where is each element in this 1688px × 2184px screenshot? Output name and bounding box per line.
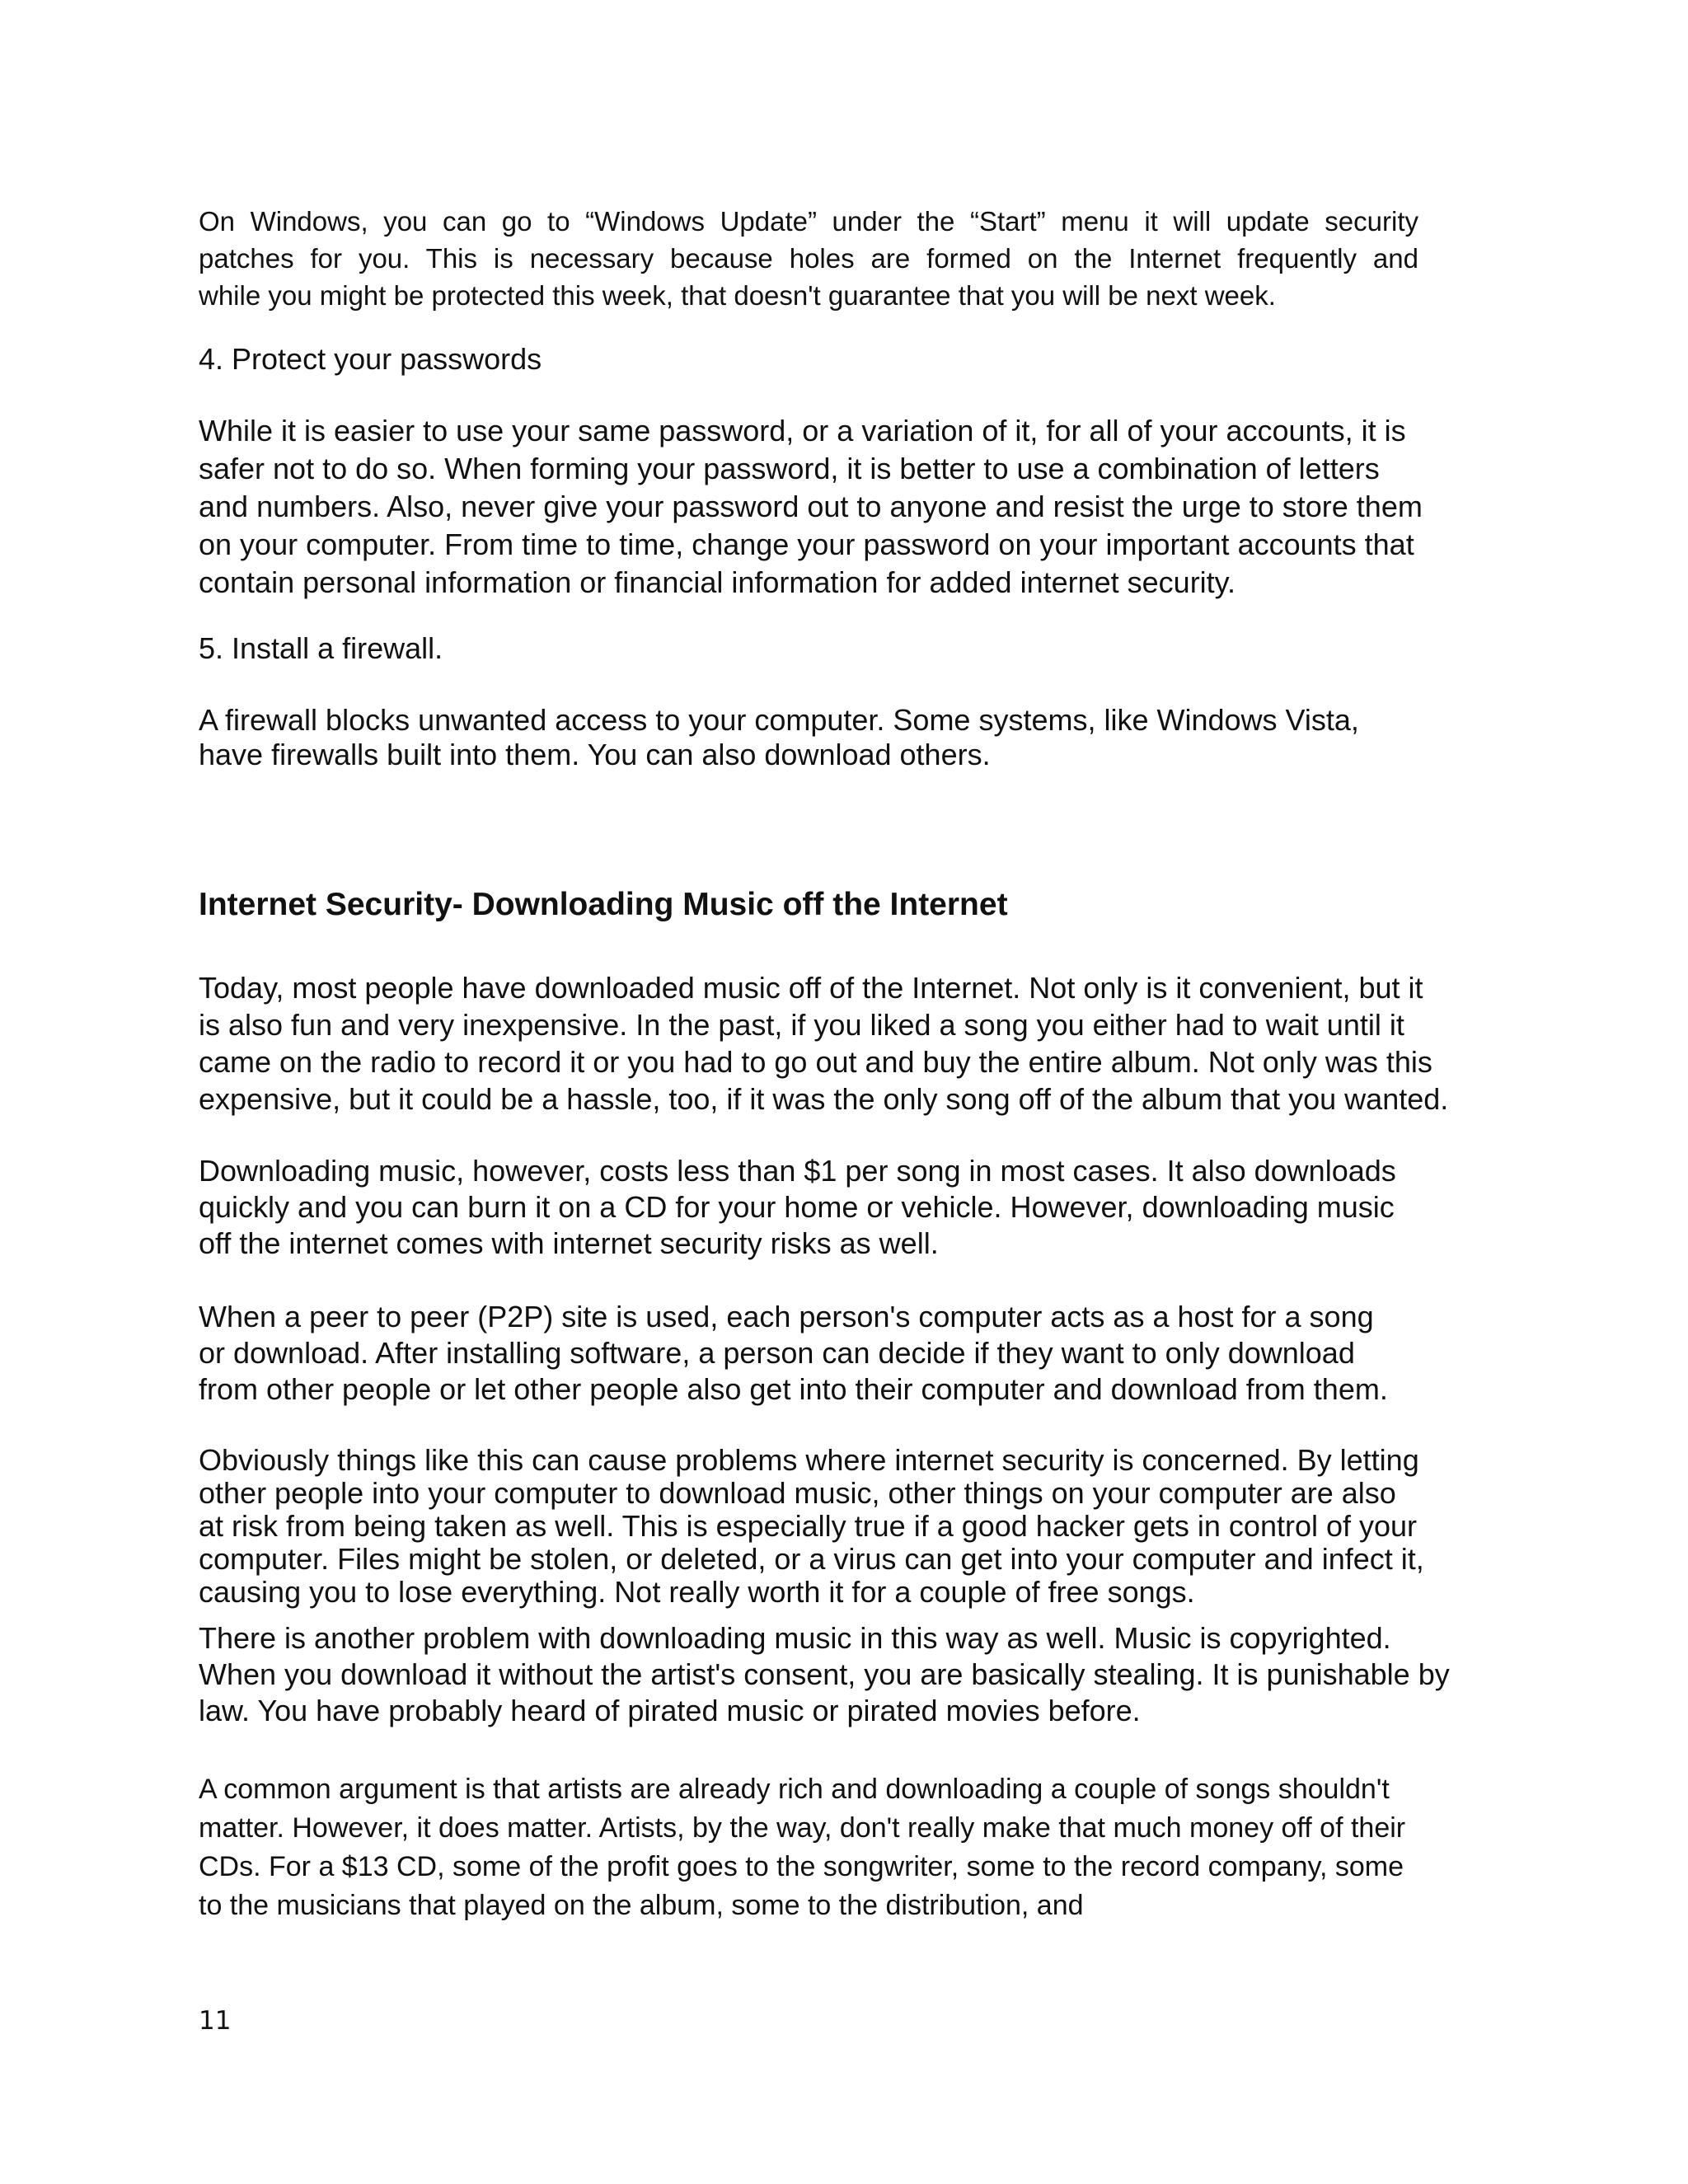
paragraph-line: CDs. For a $13 CD, some of the profit goes to the songwriter, some to the record company, some	[199, 1851, 1404, 1882]
paragraph-line: to the musicians that played on the album, some to the distribution, and	[199, 1890, 1084, 1921]
paragraph-line: is also fun and very inexpensive. In the past, if you liked a song you either had to wait until it	[199, 1008, 1404, 1042]
paragraph-line: A common argument is that artists are already rich and downloading a couple of songs shouldn't	[199, 1774, 1390, 1805]
paragraph-line: Downloading music, however, costs less than $1 per song in most cases. It also downloads	[199, 1154, 1396, 1188]
paragraph-line: from other people or let other people also get into their computer and download from them.	[199, 1372, 1388, 1406]
paragraph-line: safer not to do so. When forming your password, it is better to use a combination of letters	[199, 452, 1380, 485]
paragraph-line: on your computer. From time to time, change your password on your important accounts that	[199, 527, 1414, 561]
paragraph-line: quickly and you can burn it on a CD for your home or vehicle. However, downloading music	[199, 1190, 1395, 1224]
paragraph-line: patches for you. This is necessary because holes are formed on the Internet frequently and	[199, 243, 1418, 274]
paragraph-line: Today, most people have downloaded music off of the Internet. Not only is it convenient, but it	[199, 971, 1423, 1005]
paragraph-line: have firewalls built into them. You can also download others.	[199, 738, 991, 771]
paragraph-line: and numbers. Also, never give your password out to anyone and resist the urge to store them	[199, 490, 1423, 523]
paragraph-line: off the internet comes with internet security risks as well.	[199, 1226, 939, 1260]
paragraph-line: expensive, but it could be a hassle, too, if it was the only song off of the album that you wanted.	[199, 1082, 1449, 1116]
paragraph-line: On Windows, you can go to “Windows Update” under the “Start” menu it will update security	[199, 206, 1418, 237]
protect-passwords-paragraph	[199, 412, 1423, 602]
paragraph-line: law. You have probably heard of pirated music or pirated movies before.	[199, 1694, 1141, 1727]
section-paragraph	[199, 1770, 1405, 1925]
paragraph-line: while you might be protected this week, that doesn't guarantee that you will be next week.	[199, 280, 1276, 311]
section-title: Internet Security- Downloading Music off the Internet	[199, 887, 1008, 922]
intro-paragraph	[199, 203, 1418, 314]
section-paragraph	[199, 969, 1448, 1118]
paragraph-line: Obviously things like this can cause problems where internet security is concerned. By letting	[199, 1443, 1419, 1477]
paragraph-line: While it is easier to use your same password, or a variation of it, for all of your accounts, it is	[199, 414, 1406, 448]
paragraph-line: When you download it without the artist's consent, you are basically stealing. It is punishable by	[199, 1657, 1450, 1691]
paragraph-line: There is another problem with downloading music in this way as well. Music is copyrighted.	[199, 1621, 1391, 1655]
paragraph-line: other people into your computer to download music, other things on your computer are also	[199, 1476, 1396, 1510]
paragraph-line: When a peer to peer (P2P) site is used, each person's computer acts as a host for a song	[199, 1300, 1374, 1333]
paragraph-line: A firewall blocks unwanted access to your computer. Some systems, like Windows Vista,	[199, 703, 1359, 737]
paragraph-line: came on the radio to record it or you had to go out and buy the entire album. Not only was this	[199, 1045, 1432, 1079]
paragraph-line: computer. Files might be stolen, or deleted, or a virus can get into your computer and infect it,	[199, 1542, 1424, 1576]
paragraph-line: or download. After installing software, a person can decide if they want to only download	[199, 1336, 1355, 1370]
page-number: 11	[199, 2006, 232, 2036]
paragraph-line: at risk from being taken as well. This is especially true if a good hacker gets in control of your	[199, 1509, 1418, 1543]
paragraph-line: causing you to lose everything. Not really worth it for a couple of free songs.	[199, 1575, 1195, 1609]
section-paragraph	[199, 1444, 1424, 1609]
install-firewall-paragraph	[199, 703, 1359, 772]
tip-heading-protect-passwords: 4. Protect your passwords	[199, 342, 542, 376]
section-paragraph	[199, 1153, 1396, 1262]
paragraph-line: matter. However, it does matter. Artists, by the way, don't really make that much money off of their	[199, 1812, 1406, 1844]
section-paragraph	[199, 1620, 1450, 1729]
tip-heading-install-firewall: 5. Install a firewall.	[199, 631, 443, 665]
paragraph-line: contain personal information or financial information for added internet security.	[199, 565, 1236, 599]
section-paragraph	[199, 1299, 1388, 1408]
